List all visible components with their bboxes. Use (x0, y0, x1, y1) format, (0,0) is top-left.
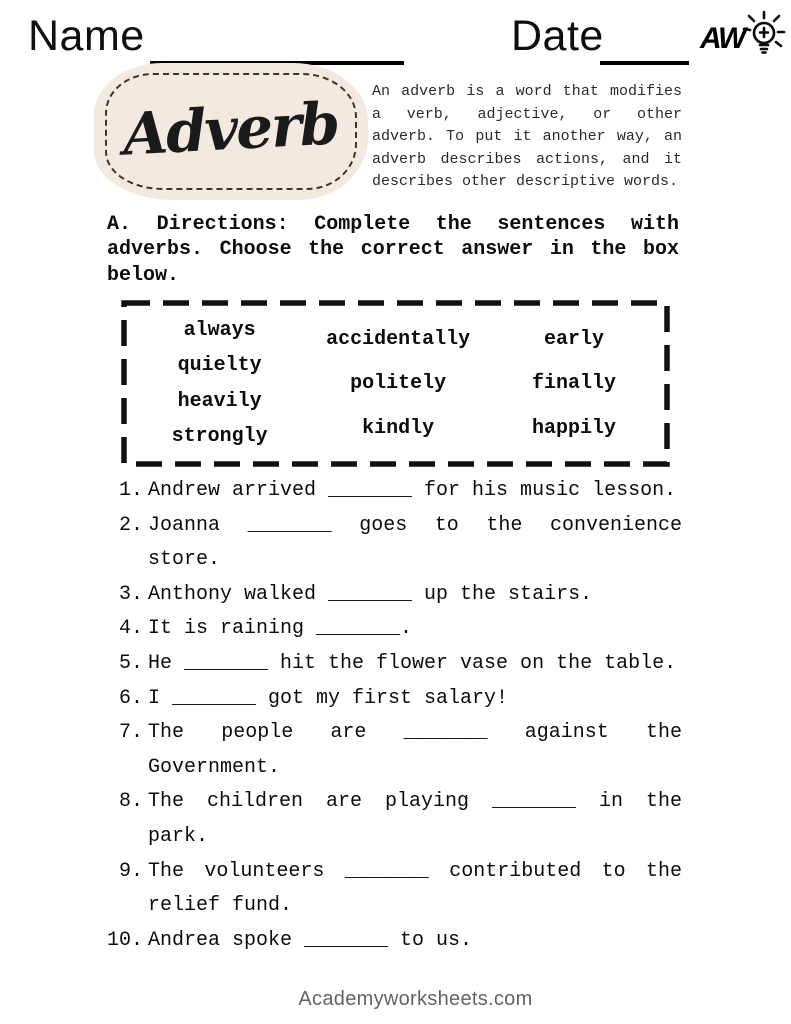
word-bank-item: accidentally (326, 327, 471, 351)
word-bank-column (310, 306, 486, 461)
sentence-text: I _______ got my first salary! (148, 686, 509, 710)
sentence-text: It is raining _______. (148, 617, 413, 641)
footer (0, 988, 791, 1011)
sentence-row (107, 509, 683, 578)
word-bank-box (121, 300, 670, 467)
sentence-row (107, 855, 683, 924)
worksheet-title: Adverb (121, 88, 341, 169)
date-label: Date (511, 12, 604, 60)
sentence-text: Joanna _______ goes to the convenience store. (148, 513, 682, 572)
sentence-text: Andrew arrived _______ for his music lesson. (148, 479, 677, 502)
intro-paragraph: An adverb is a word that modifies a verb, adjective, or other adverb. To put it another way, an adverb describes actions, and it describes other descriptive words. (372, 83, 682, 190)
word-bank-item: kindly (362, 416, 435, 440)
light-bulb-icon (742, 8, 786, 60)
word-bank-item: strongly (171, 425, 268, 449)
sentence-text: Anthony walked _______ up the stairs. (148, 582, 593, 606)
sentence-number: 7. (118, 721, 143, 745)
site-name: Academyworksheets.com (298, 988, 533, 1010)
sentence-text: The children are playing _______ in the park. (148, 790, 682, 848)
word-bank-item: quielty (177, 354, 262, 378)
sentence-number: 10. (107, 928, 144, 952)
sentence-row (107, 682, 683, 717)
brand-logo (700, 8, 786, 60)
sentence-number: 2. (118, 513, 143, 537)
sentence-row (107, 647, 683, 682)
sentence-number: 6. (118, 686, 143, 710)
word-bank-item: happily (532, 416, 617, 440)
directions-text: A. Directions: Complete the sentences with adverbs. Choose the correct answer in the box below. (107, 213, 679, 287)
word-bank-column (129, 306, 310, 461)
sentence-row (107, 716, 683, 785)
sentence-row (107, 785, 683, 854)
logo-text: AW (700, 22, 745, 55)
sentence-number: 5. (118, 651, 143, 675)
sentence-number: 1. (118, 479, 143, 502)
word-bank-item: always (183, 318, 256, 342)
word-bank-column (486, 306, 662, 461)
sentence-text: He _______ hit the flower vase on the table. (148, 651, 677, 675)
sentence-number: 8. (118, 790, 143, 814)
badge-dashed-border (105, 73, 357, 190)
sentence-text: The volunteers _______ contributed to the relief fund. (148, 859, 682, 918)
sentence-number: 4. (118, 617, 143, 641)
name-label: Name (28, 12, 145, 60)
sentence-row (107, 924, 683, 959)
sentence-row (107, 578, 683, 613)
sentence-text: Andrea spoke _______ to us. (148, 928, 473, 952)
sentence-text: The people are _______ against the Government. (148, 721, 682, 779)
word-bank-item: early (544, 327, 605, 351)
word-bank-item: finally (532, 372, 617, 395)
sentence-number: 9. (118, 859, 143, 883)
word-bank-columns (129, 306, 662, 461)
sentence-number: 3. (118, 582, 143, 606)
date-fill-line (600, 61, 689, 65)
sentence-list (107, 474, 683, 958)
sentence-row (107, 474, 683, 509)
sentence-row (107, 612, 683, 647)
word-bank-item: politely (350, 372, 447, 395)
adverb-badge (94, 63, 368, 200)
word-bank-item: heavily (177, 389, 262, 413)
